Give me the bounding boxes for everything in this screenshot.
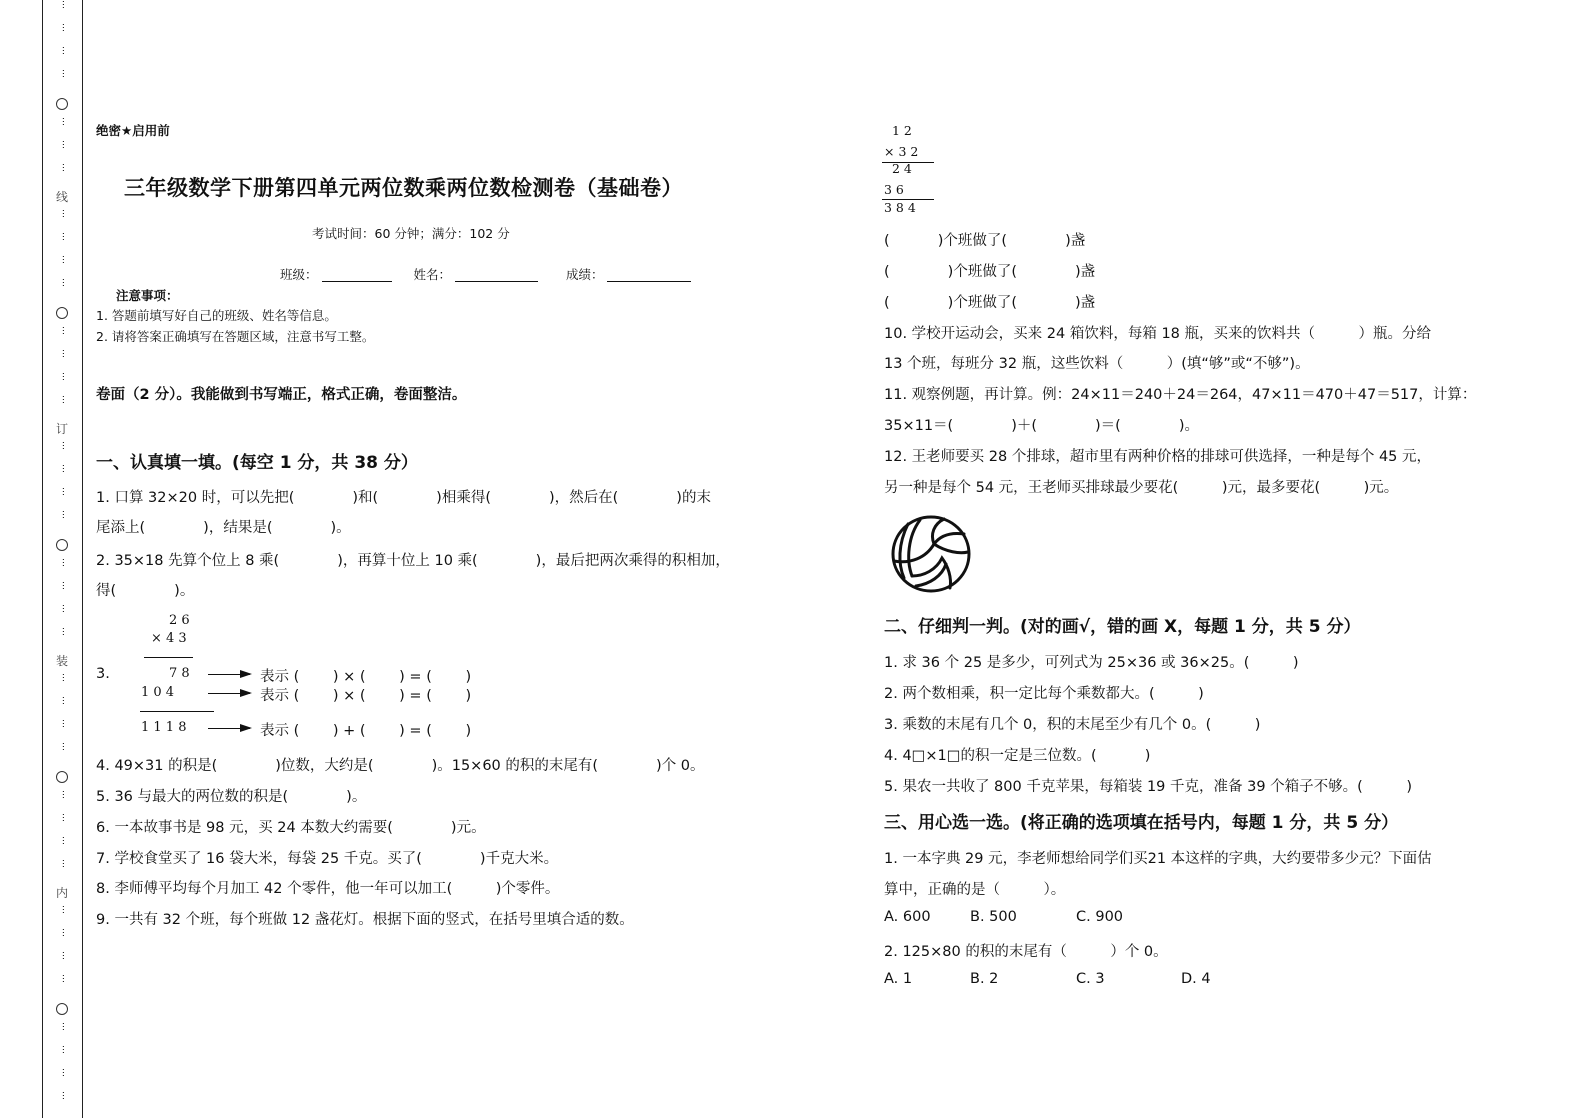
binding-circle-icon bbox=[56, 771, 68, 783]
binding-circle-icon bbox=[56, 307, 68, 319]
question-11-line2: 35×11＝( )＋( )＝( )。 bbox=[884, 418, 1199, 434]
binding-dots: ⋯ bbox=[57, 742, 68, 750]
binding-dots: ⋯ bbox=[57, 696, 68, 704]
option-a: A. 1 bbox=[884, 971, 913, 987]
score-field[interactable] bbox=[607, 267, 691, 282]
binding-dots: ⋯ bbox=[57, 1091, 68, 1099]
confidential-label: 绝密★启用前 bbox=[96, 123, 170, 138]
binding-dots: ⋯ bbox=[57, 0, 68, 8]
calc-row: 3 8 4 bbox=[884, 200, 916, 215]
question-9-answer-line: ( )个班做了( )盏 bbox=[884, 264, 1096, 280]
multiplicand: 2 6 bbox=[169, 613, 190, 628]
binding-dots: ⋯ bbox=[57, 673, 68, 681]
binding-dots: ⋯ bbox=[57, 349, 68, 357]
question-8: 8. 李师傅平均每个月加工 42 个零件，他一年可以加工( )个零件。 bbox=[96, 881, 560, 897]
binding-label: 线 bbox=[55, 190, 68, 204]
question-4: 4. 49×31 的积是( )位数，大约是( )。15×60 的积的末尾有( )个 0。 bbox=[96, 758, 705, 774]
arrow-icon bbox=[208, 674, 250, 675]
question-10-line2: 13 个班，每班分 32 瓶，这些饮料（ ）(填“够”或“不够”)。 bbox=[884, 356, 1310, 372]
question-9-answer-line: ( )个班做了( )盏 bbox=[884, 233, 1086, 249]
binding-dots: ⋯ bbox=[57, 209, 68, 217]
option-c: C. 900 bbox=[1076, 909, 1124, 925]
option-b: B. 2 bbox=[970, 971, 999, 987]
question-10-line1: 10. 学校开运动会，买来 24 箱饮料，每箱 18 瓶，买来的饮料共（ ）瓶。分给 bbox=[884, 326, 1432, 342]
question-3-explain-1: 表示 ( ) × ( ) = ( ) bbox=[260, 669, 472, 685]
binding-dots: ⋯ bbox=[57, 928, 68, 936]
option-c: C. 3 bbox=[1076, 971, 1105, 987]
binding-dots: ⋯ bbox=[57, 1045, 68, 1053]
multiplier: × 4 3 bbox=[151, 631, 187, 646]
binding-circle-icon bbox=[56, 1003, 68, 1015]
rule-line bbox=[140, 711, 214, 712]
binding-dots: ⋯ bbox=[57, 1068, 68, 1076]
binding-dots: ⋯ bbox=[57, 46, 68, 54]
binding-dots: ⋯ bbox=[57, 510, 68, 518]
question-2-line2: 得( )。 bbox=[96, 583, 195, 599]
judge-item-2: 2. 两个数相乘，积一定比每个乘数都大。( ) bbox=[884, 686, 1204, 702]
binding-label: 装 bbox=[55, 654, 68, 668]
binding-dots: ⋯ bbox=[57, 627, 68, 635]
class-field[interactable] bbox=[322, 267, 392, 282]
question-7: 7. 学校食堂买了 16 袋大米，每袋 25 千克。买了( )千克大米。 bbox=[96, 851, 559, 867]
binding-label: 订 bbox=[55, 422, 68, 436]
binding-dots: ⋯ bbox=[57, 1022, 68, 1030]
class-label: 班级： bbox=[280, 267, 318, 282]
binding-dots: ⋯ bbox=[57, 859, 68, 867]
binding-dots: ⋯ bbox=[57, 604, 68, 612]
binding-dots: ⋯ bbox=[57, 117, 68, 125]
option-a: A. 600 bbox=[884, 909, 931, 925]
question-5: 5. 36 与最大的两位数的积是( )。 bbox=[96, 789, 367, 805]
arrow-icon bbox=[208, 693, 250, 694]
question-1-line2: 尾添上( )，结果是( )。 bbox=[96, 520, 351, 536]
judge-item-4: 4. 4□×1□的积一定是三位数。( ) bbox=[884, 748, 1151, 764]
question-9: 9. 一共有 32 个班，每个班做 12 盏花灯。根据下面的竖式，在括号里填合适的数。 bbox=[96, 912, 634, 928]
binding-dots: ⋯ bbox=[57, 163, 68, 171]
binding-dots: ⋯ bbox=[57, 905, 68, 913]
score-label: 成绩： bbox=[565, 267, 604, 282]
binding-line-left bbox=[42, 0, 43, 1118]
judge-item-1: 1. 求 36 个 25 是多少，可列式为 25×36 或 36×25。( ) bbox=[884, 655, 1299, 671]
binding-dots: ⋯ bbox=[57, 974, 68, 982]
note-item: 2. 请将答案正确填写在答题区域，注意书写工整。 bbox=[96, 329, 375, 344]
partial-product-1: 7 8 bbox=[169, 666, 190, 681]
binding-dots: ⋯ bbox=[57, 719, 68, 727]
notes-heading: 注意事项： bbox=[116, 288, 179, 303]
question-9-answer-line: ( )个班做了( )盏 bbox=[884, 295, 1096, 311]
arrow-icon bbox=[208, 728, 250, 729]
judge-item-3: 3. 乘数的末尾有几个 0，积的末尾至少有几个 0。( ) bbox=[884, 717, 1261, 733]
binding-dots: ⋯ bbox=[57, 558, 68, 566]
exam-info: 考试时间：60 分钟；满分：102 分 bbox=[312, 226, 510, 241]
binding-dots: ⋯ bbox=[57, 232, 68, 240]
name-label: 姓名： bbox=[413, 267, 451, 282]
calc-row: × 3 2 bbox=[884, 144, 919, 159]
binding-dotted-column bbox=[52, 0, 72, 1118]
judge-item-5: 5. 果农一共收了 800 千克苹果，每箱装 19 千克，准备 39 个箱子不够。( ) bbox=[884, 779, 1412, 795]
volleyball-icon bbox=[890, 514, 972, 594]
question-12-line2: 另一种是每个 54 元，王老师买排球最少要花( )元，最多要花( )元。 bbox=[884, 480, 1399, 496]
question-3-number: 3. bbox=[96, 666, 110, 682]
note-item: 1. 答题前填写好自己的班级、姓名等信息。 bbox=[96, 308, 337, 323]
calc-row: 2 4 bbox=[884, 161, 912, 176]
page-title: 三年级数学下册第四单元两位数乘两位数检测卷（基础卷） bbox=[124, 176, 683, 200]
binding-dots: ⋯ bbox=[57, 395, 68, 403]
binding-dots: ⋯ bbox=[57, 140, 68, 148]
question-11-line1: 11. 观察例题，再计算。例：24×11＝240＋24＝264，47×11＝470＋47＝517，计算： bbox=[884, 387, 1477, 403]
binding-dots: ⋯ bbox=[57, 441, 68, 449]
name-field[interactable] bbox=[455, 267, 538, 282]
binding-dots: ⋯ bbox=[57, 372, 68, 380]
binding-dots: ⋯ bbox=[57, 487, 68, 495]
question-3-explain-2: 表示 ( ) × ( ) = ( ) bbox=[260, 688, 472, 704]
binding-dots: ⋯ bbox=[57, 69, 68, 77]
partial-product-2: 1 0 4 bbox=[141, 685, 175, 700]
section2-heading: 二、仔细判一判。(对的画√，错的画 X，每题 1 分，共 5 分） bbox=[884, 617, 1361, 637]
option-d: D. 4 bbox=[1181, 971, 1211, 987]
rule-line bbox=[144, 657, 193, 658]
binding-dots: ⋯ bbox=[57, 951, 68, 959]
question-12-line1: 12. 王老师要买 28 个排球，超市里有两种价格的排球可供选择，一种是每个 45 元， bbox=[884, 449, 1432, 465]
student-info-row bbox=[280, 265, 691, 283]
binding-circle-icon bbox=[56, 539, 68, 551]
section1-heading: 一、认真填一填。(每空 1 分，共 38 分） bbox=[96, 453, 418, 473]
binding-label: 内 bbox=[55, 886, 68, 900]
binding-dots: ⋯ bbox=[57, 581, 68, 589]
binding-line-right bbox=[82, 0, 83, 1118]
calc-row: 1 2 bbox=[884, 123, 912, 138]
question-3-explain-3: 表示 ( ) + ( ) = ( ) bbox=[260, 723, 472, 739]
binding-dots: ⋯ bbox=[57, 790, 68, 798]
choice-question-1-line1: 1. 一本字典 29 元，李老师想给同学们买21 本这样的字典，大约要带多少元？下面估 bbox=[884, 851, 1432, 867]
binding-dots: ⋯ bbox=[57, 464, 68, 472]
binding-dots: ⋯ bbox=[57, 278, 68, 286]
choice-question-1-line2: 算中，正确的是（ ）。 bbox=[884, 882, 1066, 898]
binding-dots: ⋯ bbox=[57, 836, 68, 844]
binding-dots: ⋯ bbox=[57, 23, 68, 31]
calc-row: 3 6 bbox=[884, 182, 904, 197]
question-6: 6. 一本故事书是 98 元，买 24 本数大约需要( )元。 bbox=[96, 820, 486, 836]
binding-dots: ⋯ bbox=[57, 813, 68, 821]
binding-dots: ⋯ bbox=[57, 326, 68, 334]
choice-question-2: 2. 125×80 的积的末尾有（ ）个 0。 bbox=[884, 944, 1168, 960]
question-2-line1: 2. 35×18 先算个位上 8 乘( )，再算十位上 10 乘( )，最后把两次乘得的积相加， bbox=[96, 553, 730, 569]
binding-circle-icon bbox=[56, 98, 68, 110]
neatness-note: 卷面（2 分）。我能做到书写端正，格式正确，卷面整洁。 bbox=[96, 387, 467, 403]
section3-heading: 三、用心选一选。(将正确的选项填在括号内，每题 1 分，共 5 分） bbox=[884, 813, 1399, 833]
question-1-line1: 1. 口算 32×20 时，可以先把( )和( )相乘得( )，然后在( )的末 bbox=[96, 490, 711, 506]
binding-dots: ⋯ bbox=[57, 255, 68, 263]
option-b: B. 500 bbox=[970, 909, 1017, 925]
final-product: 1 1 1 8 bbox=[141, 720, 187, 735]
